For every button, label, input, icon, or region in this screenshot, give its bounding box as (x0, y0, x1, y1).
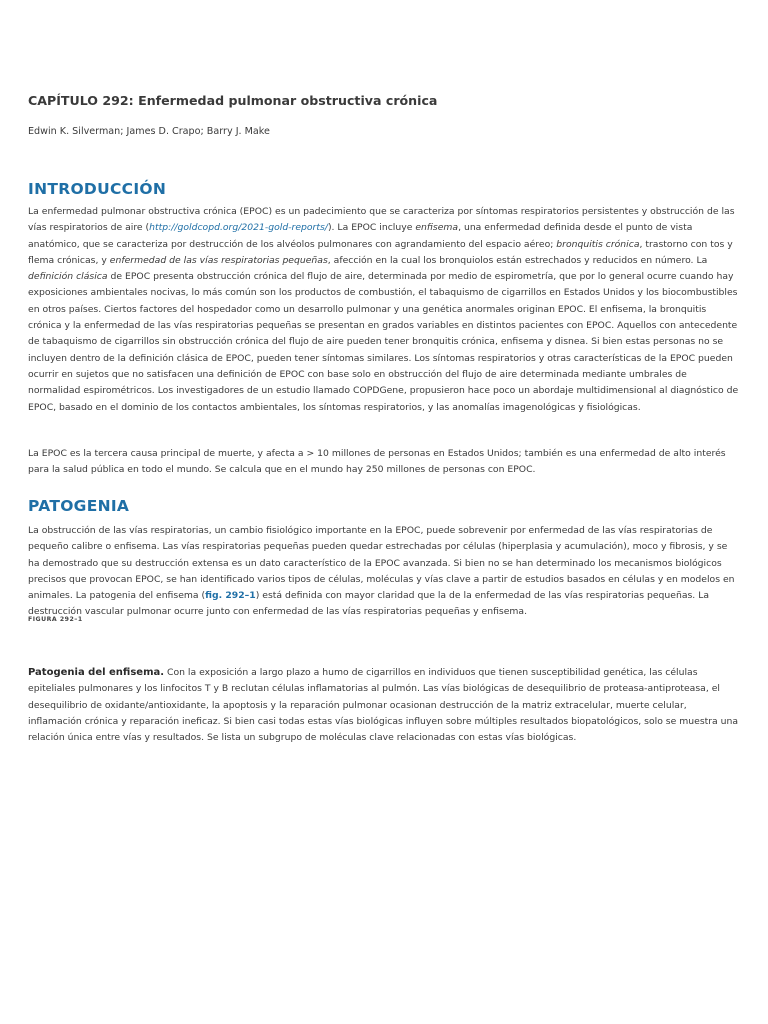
intro-p1-text-2: ). La EPOC incluye (327, 222, 416, 234)
intro-paragraph-1 (28, 204, 740, 416)
term-definicion-clasica: definición clásica (28, 271, 108, 283)
figure-caption-text: Con la exposición a largo plazo a humo de cigarrillos en individuos que tienen susceptibilidad genética, las células epiteliales pulmonares y los linfocitos T y B reclutan células inflamatorias al pulmón. Las vías biológicas de desequilibrio de proteasa-antiproteasa, el desequilibrio de oxidante/antioxidante, la apoptosis y la reparación pulmonar ocasionan destrucción de la matriz extracelular, muerte celular, inflamación crónica y reparación ineficaz. Si bien casi todas estas vías biológicas influyen sobre múltiples resultados biopatológicos, solo se muestra una relación única entre vías y resultados. Se lista un subgrupo de moléculas clave relacionadas con estas vías biológicas. (28, 667, 739, 744)
intro-p1-text-1: La enfermedad pulmonar obstructiva crónica (EPOC) es un padecimiento que se caracteriza por síntomas respiratorios persistentes y obstrucción de las vías respiratorios de aire ( (28, 206, 735, 234)
intro-p1-text-5: , afección en la cual los bronquiolos están estrechados y reducidos en número. La (327, 254, 708, 266)
chapter-authors: Edwin K. Silverman; James D. Crapo; Barry J. Make (28, 126, 270, 137)
figure-caption-lead: Patogenia del enfisema. (28, 667, 165, 678)
intro-p1-text-3: , una enfermedad definida desde el punto de vista anatómico, que se caracteriza por destrucción de los alvéolos pulmonares con agrandamiento del espacio aéreo; (28, 222, 693, 250)
term-enfisema: enfisema (415, 222, 459, 234)
chapter-title: CAPÍTULO 292: Enfermedad pulmonar obstructiva crónica (28, 93, 438, 108)
term-enfermedad-vias-pequenas: enfermedad de las vías respiratorias pequeñas (109, 254, 328, 266)
term-bronquitis-cronica: bronquitis crónica (556, 238, 640, 250)
patogenia-paragraph-1 (28, 523, 740, 621)
patogenia-p1-text-2: ) está definida con mayor claridad que la de la enfermedad de las vías respiratorias pequeñas. La destrucción vascular pulmonar ocurre junto con enfermedad de las vías respiratorias pequeñas y enfisema. (28, 590, 710, 618)
intro-paragraph-2: La EPOC es la tercera causa principal de muerte, y afecta a > 10 millones de personas en Estados Unidos; también es una enfermedad de alto interés para la salud pública en todo el mundo. Se calcula que en el mundo hay 250 millones de personas con EPOC. (28, 448, 726, 476)
patogenia-p1-text-1: La obstrucción de las vías respiratorias, un cambio fisiológico importante en la EPOC, puede sobrevenir por enfermedad de las vías respiratorias de pequeño calibre o enfisema. Las vías respiratorias pequeñas pueden quedar estrechadas por células (hiperplasia y acumulación), moco y fibrosis, y se ha demostrado que su destrucción extensa es un dato característico de la EPOC avanzada. Si bien no se han determinado los mecanismos biológicos precisos que provocan EPOC, se han identificado varios tipos de células, moléculas y vías clave a partir de estudios basados en células y en modelos en animales. La patogenia del enfisema ( (28, 525, 735, 602)
figure-292-1-link[interactable]: fig. 292–1 (205, 590, 256, 602)
section-heading-patogenia: PATOGENIA (28, 497, 130, 515)
figure-label: FIGURA 292–1 (28, 616, 83, 623)
intro-p1-text-6: de EPOC presenta obstrucción crónica del flujo de aire, determinada por medio de espirometría, que por lo general ocurre cuando hay exposiciones ambientales nocivas, lo más común son los productos de combustión, el tabaquismo de cigarrillos en Estados Unidos y los biocombustibles en otros países. Ciertos factores del hospedador como un desarrollo pulmonar y una genética anormales originan EPOC. El enfisema, la bronquitis crónica y la enfermedad de las vías respiratorias pequeñas se presentan en grados variables en distintos pacientes con EPOC. Aquellos con antecedente de tabaquismo de cigarrillos sin obstrucción crónica del flujo de aire pueden tener bronquitis crónica, enfisema y disnea. Si bien estas personas no se incluyen dentro de la definición clásica de EPOC, pueden tener síntomas similares. Los síntomas respiratorios y otras características de la EPOC pueden ocurrir en sujetos que no satisfacen una definición de EPOC con base solo en obstrucción del flujo de aire determinada mediante umbrales de normalidad espirométricos. Los investigadores de un estudio llamado COPDGene, propusieron hace poco un abordaje multidimensional al diagnóstico de EPOC, basado en el dominio de los contactos ambientales, los síntomas respiratorios, y las anomalías imagenológicas y fisiológicas. (28, 271, 739, 413)
figure-caption (28, 665, 740, 746)
gold-report-link[interactable]: http://goldcopd.org/2021-gold-reports/ (149, 222, 328, 234)
section-heading-introduccion: INTRODUCCIÓN (28, 180, 167, 198)
intro-p1-text-4: , trastorno con tos y flema crónicas, y (28, 238, 733, 266)
